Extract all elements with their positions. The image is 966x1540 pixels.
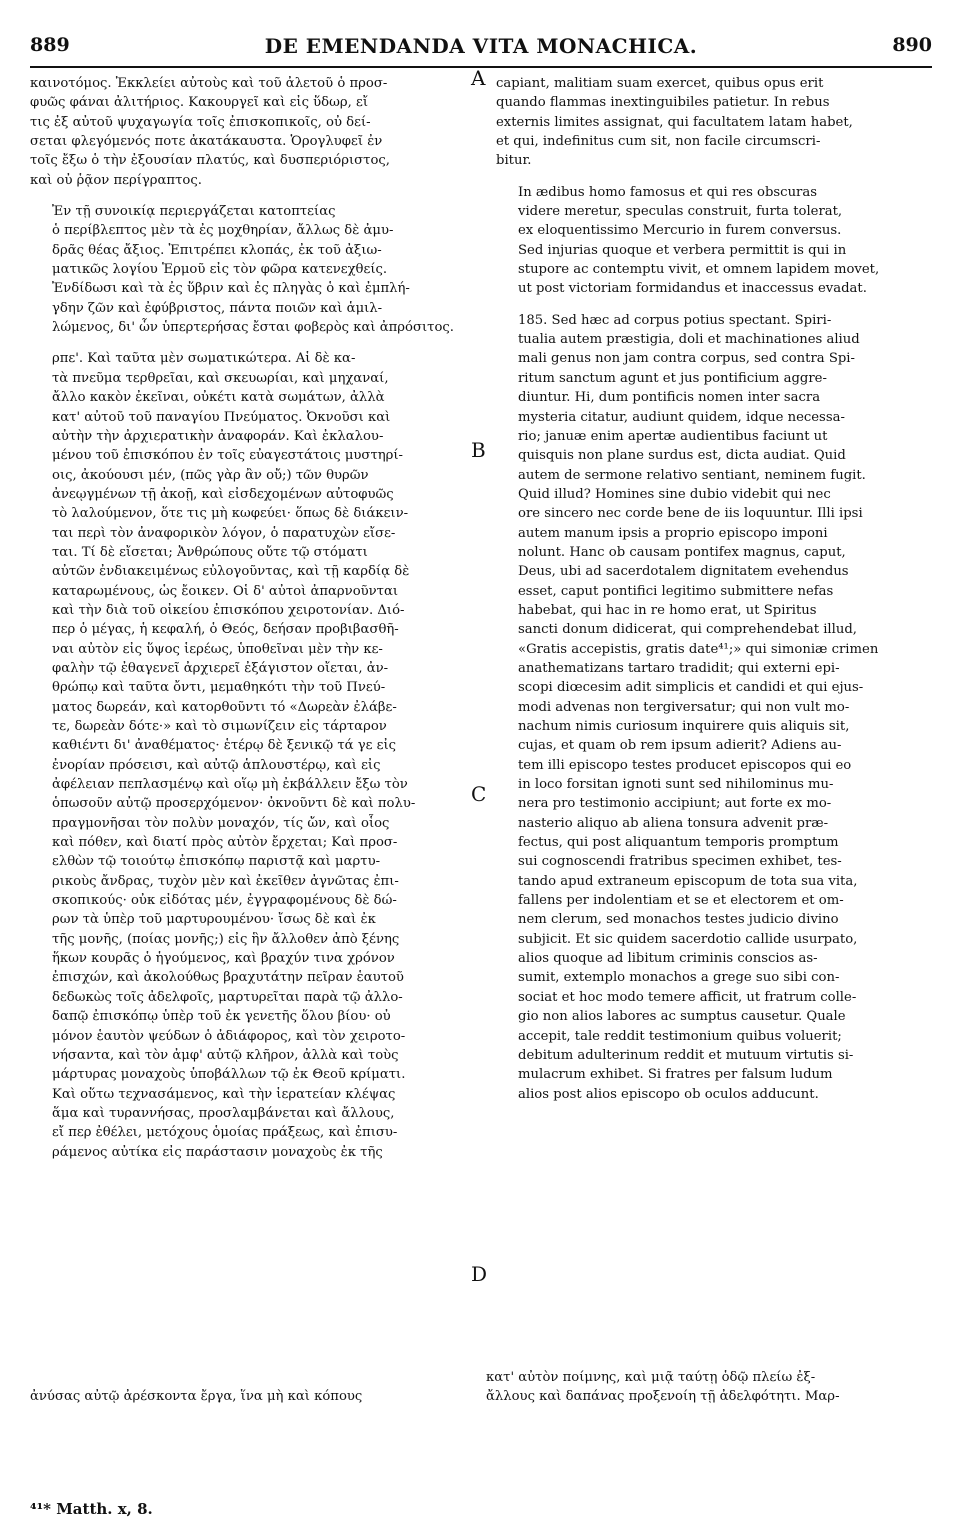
text-line: quando flammas inextinguibiles patietur. In rebus <box>496 95 830 111</box>
text-line: οις, ἀκούουσι μέν, (πῶς γὰρ ἂν οὔ;) τῶν θυρῶν <box>52 467 369 483</box>
text-line: diuntur. Hi, dum pontificis nomen inter sacra <box>518 390 821 406</box>
text-line: quisquis non plane surdus est, dicta audiat. Quid <box>518 448 846 464</box>
text-line: μάρτυρας μοναχοὺς ὑποβάλλων τῷ ἐκ Θεοῦ κρίματι. <box>52 1067 406 1083</box>
latin-column <box>496 74 930 1116</box>
text-line: Sed injurias quoque et verbera permittit is qui in <box>518 242 847 258</box>
text-line: alios quoque ad libitum criminis conscios as- <box>518 951 818 967</box>
margin-marker-d: D <box>471 1262 488 1286</box>
text-line: τοῖς ἔξω ὁ τὴν ἐξουσίαν πλατύς, καὶ δυσπεριόριστος, <box>30 153 390 169</box>
text-line: et qui, indefinitus cum sit, non facile circumscri- <box>496 134 821 150</box>
text-line: tem illi episcopo testes producet episcopos qui eo <box>518 757 852 773</box>
text-line: mulacrum exhibet. Si fratres per falsum ludum <box>518 1067 833 1083</box>
text-line: ρικοὺς ἄνδρας, τυχὸν μὲν καὶ ἐκεῖθεν ἀγνῶτας ἐπι- <box>52 873 399 889</box>
text-line: autem de sermone relativo sentiant, neminem fugit. <box>518 467 866 483</box>
text-line: autem manum ipsis a proprio episcopo imponi <box>518 525 828 541</box>
text-line: μόνον ἑαυτὸν ψεύδων ὁ ἀδιάφορος, καὶ τὸν χειροτο- <box>52 1028 406 1044</box>
text-line: τὰ πνεῦμα τερθρεῖαι, καὶ σκευωρίαι, καὶ μηχαναί, <box>52 370 389 386</box>
text-line: in loco forsitan ignoti sunt sed nihilominus mu- <box>518 777 834 793</box>
text-line: «Gratis accepistis, gratis date⁴¹;» qui simoniæ crimen <box>518 641 879 657</box>
greek-carryover-line-2: ἄλλους καὶ δαπάνας προξενοίη τῇ ἀδελφότητι. Μαρ- <box>486 1389 840 1404</box>
text-line: καὶ οὐ ῥᾷον περίγραπτος. <box>30 172 202 188</box>
text-line: Ἐνδίδωσι καὶ τὰ ἐς ὕβριν καὶ ἐς πληγὰς ὁ καὶ ἐμπλή- <box>52 281 410 297</box>
text-line: ὁ περίβλεπτος μὲν τὰ ἐς μοχθηρίαν, ἄλλως δὲ ἀμυ- <box>52 223 394 239</box>
text-line: sumit, extemplo monachos a grege suo sibi con- <box>518 970 840 986</box>
text-line: τις ἐξ αὐτοῦ ψυχαγωγία τοῖς ἐπισκοπικοῖς, οὐ δεί- <box>30 114 371 130</box>
text-line: πραγμονῆσαι τὸν πολὺν μοναχόν, τίς ὤν, καὶ οἷος <box>52 815 390 831</box>
text-line: περ ὁ μέγας, ἡ κεφαλή, ὁ Θεός, δεήσαν προβιβασθῆ- <box>52 622 399 638</box>
text-line: καὶ πόθεν, καὶ διατί πρὸς αὐτὸν ἔρχεται; Καὶ προσ- <box>52 835 398 851</box>
text-line: θρώπῳ καὶ ταῦτα ὄντι, μεμαθηκότι τὴν τοῦ Πνεύ- <box>52 680 386 696</box>
text-line: δρᾶς θέας ἄξιος. Ἐπιτρέπει κλοπάς, ἐκ τοῦ ἀξιω- <box>52 242 382 258</box>
text-line: ἐνορίαν πρόσεισι, καὶ αὐτῷ ἁπλουστέρῳ, καὶ εἰς <box>52 757 381 773</box>
text-line: ναι αὐτὸν εἰς ὕψος ἱερέως, ὑποθεῖναι μὲν τὴν κε- <box>52 641 383 657</box>
text-line: αὐτὴν τὴν ἀρχιερατικὴν ἀναφοράν. Καὶ ἐκλαλου- <box>52 428 384 444</box>
margin-marker-c: C <box>471 782 487 806</box>
greek-carryover-line-1: κατ' αὐτὸν ποίμνης, καὶ μιᾷ ταύτῃ ὁδῷ πλείω ἐξ- <box>486 1370 816 1385</box>
text-line: debitum adulterinum reddit et mutuum virtutis si- <box>518 1047 854 1063</box>
footnote: ⁴¹* Matth. x, 8. <box>30 1500 153 1518</box>
text-line: ἀφέλειαν πεπλασμένῳ καὶ οἵῳ μὴ ἐκβάλλειν ἔξω τὸν <box>52 777 408 793</box>
latin-paragraph-1 <box>496 74 930 171</box>
text-line: αὐτῶν ἐνδιακειμένως εὐλογοῦντας, καὶ τῇ καρδίᾳ δὲ <box>52 564 410 580</box>
text-line: nachum nimis curiosum inquirere quis aliquis sit, <box>518 719 850 734</box>
text-line: ρων τὰ ὑπὲρ τοῦ μαρτυρουμένου· ἴσως δὲ καὶ ἐκ <box>52 912 376 928</box>
text-line: Καὶ οὕτω τεχνασάμενος, καὶ τὴν ἱερατείαν κλέψας <box>52 1086 396 1102</box>
text-line: ται. Τί δὲ εἴσεται; Ἀνθρώπους οὔτε τῷ στόματι <box>52 544 368 560</box>
text-line: cujas, et quam ob rem ipsum adierit? Adiens au- <box>518 738 842 754</box>
text-line: ελθὼν τῷ τοιούτῳ ἐπισκόπῳ παριστᾷ καὶ μαρτυ- <box>52 854 381 870</box>
text-line: subjicit. Et sic quidem sacerdotio callide usurpato, <box>518 931 858 947</box>
text-line: Deus, ubi ad sacerdotalem dignitatem evehendus <box>518 564 849 580</box>
text-line: καινοτόμος. Ἐκκλείει αὐτοὺς καὶ τοῦ ἀλετοῦ ὁ προσ- <box>30 76 388 91</box>
page-number-right: 890 <box>892 34 932 56</box>
text-line: nera pro testimonio accipiunt; aut forte ex mo- <box>518 796 832 812</box>
text-line: nem clerum, sed monachos testes judicio divino <box>518 912 839 928</box>
text-line: ἥκων κουρᾶς ὁ ἡγούμενος, καὶ βραχύν τινα χρόνον <box>52 951 395 967</box>
greek-column <box>30 74 468 1174</box>
text-line: mysteria citatur, audiunt quidem, idque necessa- <box>518 409 845 425</box>
text-line: stupore ac contemptu vivit, et omnem lapidem movet, <box>518 262 880 278</box>
text-line: κατ' αὐτοῦ τοῦ παναγίου Πνεύματος. Ὀκνοῦσι καὶ <box>52 409 391 425</box>
text-line: alios post alios episcopo ob oculos adducunt. <box>518 1086 819 1102</box>
text-line: esset, caput pontifici legitimo submittere nefas <box>518 583 834 599</box>
latin-paragraph-3 <box>496 311 930 1104</box>
text-line: mali genus non jam contra corpus, sed contra Spi- <box>518 351 855 367</box>
text-line: In ædibus homo famosus et qui res obscuras <box>518 184 817 200</box>
text-line: ται περὶ τὸν ἀναφορικὸν λόγον, ὁ παρατυχὼν εἴσε- <box>52 525 396 541</box>
text-line: tando apud extraneum episcopum de tota sua vita, <box>518 873 858 889</box>
latin-paragraph-2 <box>496 183 930 299</box>
text-line: νήσαντα, καὶ τὸν ἀμφ' αὐτῷ κλῆρον, ἀλλὰ καὶ τοὺς <box>52 1047 399 1063</box>
text-line: rio; januæ enim apertæ audientibus faciunt ut <box>518 428 828 444</box>
text-line: capiant, malitiam suam exercet, quibus opus erit <box>496 76 824 91</box>
text-line: sui cognoscendi fratribus specimen exhibet, tes- <box>518 854 842 870</box>
margin-marker-a: A <box>471 66 486 90</box>
text-line: Quid illud? Homines sine dubio videbit qui nec <box>518 486 831 502</box>
greek-bottom-line: ἀνύσας αὐτῷ ἀρέσκοντα ἔργα, ἵνα μὴ καὶ κόπους <box>30 1389 363 1404</box>
text-line: ut post victoriam formidandus et inaccessus evadat. <box>518 281 867 297</box>
text-line: bitur. <box>496 153 532 169</box>
page-header <box>30 30 932 68</box>
text-line: σεται φλεγόμενός ποτε ἀκατάκαυστα. Ὁρογλυφεῖ ἐν <box>30 134 383 150</box>
text-line: ματος δωρεάν, καὶ κατορθοῦντι τό «Δωρεὰν ἐλάβε- <box>52 699 397 715</box>
text-line: nasterio aliquo ab aliena tonsura advenit præ- <box>518 815 829 831</box>
text-line: τῆς μονῆς, (ποίας μονῆς;) εἰς ἣν ἄλλοθεν ἀπὸ ξένης <box>52 931 400 947</box>
text-line: ritum sanctum agunt et jus pontificium aggre- <box>518 370 827 386</box>
text-line: ἅμα καὶ τυραννήσας, προσλαμβάνεται καὶ ἄλλους, <box>52 1105 395 1121</box>
text-line: sancti donum didicerat, qui comprehendebat illud, <box>518 622 857 638</box>
text-line: ἀνεῳγμένων τῇ ἀκοῇ, καὶ εἰσδεχομένων αὐτοφυῶς <box>52 486 394 502</box>
text-line: καθιέντι δι' ἀναθέματος· ἑτέρῳ δὲ ξενικῷ τά γε εἰς <box>52 738 397 754</box>
text-line: videre meretur, speculas construit, furta tolerat, <box>518 204 843 220</box>
text-line: gio non alios labores ac sumptus causetur. Quale <box>518 1009 846 1025</box>
running-title: DE EMENDANDA VITA MONACHICA. <box>264 34 698 58</box>
text-line: μένου τοῦ ἐπισκόπου ἐν τοῖς εὐαγεστάτοις μυστηρί- <box>52 448 404 464</box>
text-line: ὁπωσοῦν αὐτῷ προσερχόμενον· ὀκνοῦντι δὲ καὶ πολυ- <box>52 796 416 812</box>
greek-paragraph-2 <box>30 202 468 337</box>
text-line: Ἐν τῇ συνοικίᾳ περιεργάζεται κατοπτείας <box>52 204 336 220</box>
text-line: εἴ περ ἐθέλει, μετόχους ὁμοίας πράξεως, καὶ ἐπισυ- <box>52 1125 398 1141</box>
text-line: φαλὴν τῷ ἐθαγενεῖ ἀρχιερεῖ ἐξάγιστον οἴεται, ἀν- <box>52 660 389 676</box>
margin-marker-b: B <box>471 438 486 462</box>
text-line: ἄλλο κακὸν ἐκεῖναι, οὐκέτι κατὰ σωμάτων, ἀλλὰ <box>52 390 385 406</box>
text-line: ore sincero nec corde bene de iis loquuntur. Illi ipsi <box>518 506 863 522</box>
text-line: δαπῷ ἐπισκόπῳ ὑπὲρ τοῦ ἐκ γενετῆς ὅλου βίου· οὐ <box>52 1009 391 1025</box>
text-line: δεδωκὼς τοῖς ἀδελφοῖς, μαρτυρεῖται παρὰ τῷ ἀλλο- <box>52 989 403 1005</box>
text-line: ex eloquentissimo Mercurio in furem conversus. <box>518 223 842 239</box>
text-line: καὶ τὴν διὰ τοῦ οἰκείου ἐπισκόπου χειροτονίαν. Διό- <box>52 602 405 618</box>
text-line: fectus, qui post aliquantum temporis promptum <box>518 835 839 851</box>
text-line: sociat et hoc modo temere afficit, ut fratrum colle- <box>518 989 857 1005</box>
text-line: anathematizans tartaro tradidit; qui externi epi- <box>518 660 840 676</box>
text-line: ράμενος αὐτίκα εἰς παράστασιν μοναχοὺς ἐκ τῆς <box>52 1144 383 1160</box>
text-line: nolunt. Hanc ob causam pontifex magnus, caput, <box>518 544 846 560</box>
greek-paragraph-1 <box>30 74 468 190</box>
text-line: ματικῶς λογίου Ἑρμοῦ εἰς τὸν φῶρα κατενεχθείς. <box>52 262 388 278</box>
text-line: ρπε'. Καὶ ταῦτα μὲν σωματικώτερα. Αἱ δὲ κα- <box>52 351 356 367</box>
text-line: habebat, qui hac in re homo erat, ut Spiritus <box>518 602 817 618</box>
text-line: scopi diœcesim adit simplicis et candidi et qui ejus- <box>518 680 864 696</box>
text-line: καταρωμένους, ὡς ἔοικεν. Οἱ δ' αὐτοὶ ἀπαρνοῦνται <box>52 583 399 599</box>
greek-paragraph-3 <box>30 349 468 1161</box>
text-line: λώμενος, δι' ὧν ὑπερτερήσας ἔσται φοβερὸς καὶ ἀπρόσιτος. <box>52 320 454 336</box>
text-line: ἐπισχών, καὶ ἀκολούθως βραχυτάτην πεῖραν ἑαυτοῦ <box>52 970 404 986</box>
text-line: τὸ λαλούμενον, ὅτε τις μὴ κωφεύει· ὅπως δὲ διάκειν- <box>52 506 409 522</box>
text-line: φυῶς φάναι ἀλιτήριος. Κακουργεῖ καὶ εἰς ὕδωρ, εἴ <box>30 95 368 111</box>
text-line: γδην ζῶν καὶ ἐφύβριστος, πάντα ποιῶν καὶ ἁμιλ- <box>52 300 383 316</box>
text-line: modi advenas non tergiversatur; qui non vult mo- <box>518 699 850 715</box>
text-line: 185. Sed hæc ad corpus potius spectant. Spiri- <box>518 312 832 328</box>
text-line: accepit, tale reddit testimonium quibus voluerit; <box>518 1028 842 1044</box>
text-line: tualia autem præstigia, doli et machinationes aliud <box>518 332 860 348</box>
page-number-left: 889 <box>30 34 70 56</box>
text-line: σκοπικούς· οὐκ εἰδότας μέν, ἐγγραφομένους δὲ δώ- <box>52 893 397 909</box>
text-line: externis limites assignat, qui facultatem latam habet, <box>496 114 853 130</box>
text-line: τε, δωρεὰν δότε·» καὶ τὸ σιμωνίζειν εἰς τάρταρον <box>52 719 387 734</box>
text-line: fallens per indolentiam et se et electorem et om- <box>518 893 844 909</box>
